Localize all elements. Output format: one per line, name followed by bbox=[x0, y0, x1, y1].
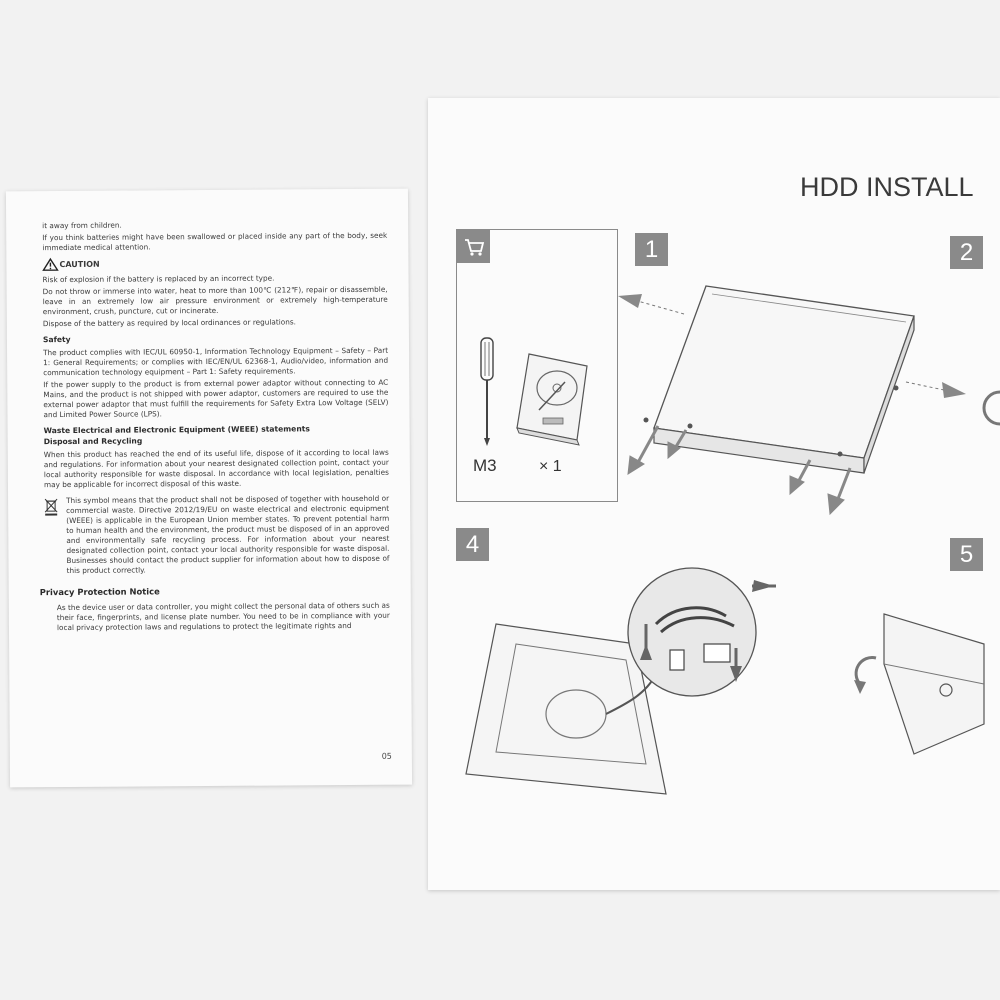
caution-heading bbox=[42, 256, 387, 271]
safety-item: If the power supply to the product is from external power adaptor without connecting to AC Mains, and the product is not shipped with power adaptor, customers are required to use the external power adaptor that must fulfill the requirements for Safety Extra Low Voltage (SELV) and Limited Power Source (LPS). bbox=[43, 377, 389, 420]
cart-icon-glyph bbox=[457, 230, 490, 263]
caution-item: Risk of explosion if the battery is replaced by an incorrect type. bbox=[42, 273, 275, 285]
screwdriver-icon bbox=[473, 338, 503, 448]
rotate-arrow-icon bbox=[984, 388, 1000, 428]
disposal-heading: Disposal and Recycling bbox=[43, 436, 143, 447]
warning-triangle-icon bbox=[42, 258, 58, 271]
step-badge-2: 2 bbox=[950, 236, 983, 269]
safety-item: The product complies with IEC/UL 60950-1, Information Technology Equipment – Safety – Part 1: General Requirements; or complies with IEC/EN/UL 62368-1, Audio/video, information and communication technology equipment – Part 1: Safety requirements. bbox=[43, 345, 389, 378]
caution-title: CAUTION bbox=[59, 259, 100, 269]
privacy-heading: Privacy Protection Notice bbox=[39, 586, 160, 598]
screw-size-label: M3 bbox=[473, 456, 497, 475]
step-badge-1: 1 bbox=[635, 233, 668, 266]
left-manual-page bbox=[6, 189, 412, 788]
intro-line: it away from children. bbox=[42, 220, 122, 231]
hard-drive-icon bbox=[509, 348, 599, 448]
step-badge-4: 4 bbox=[456, 528, 489, 561]
step5-chassis-illustration bbox=[854, 604, 984, 754]
caution-item: Dispose of the battery as required by local ordinances or regulations. bbox=[42, 317, 297, 329]
weee-statement bbox=[44, 494, 390, 578]
intro-line: If you think batteries might have been swallowed or placed inside any part of the body, seek immediate medical attention. bbox=[42, 230, 388, 253]
crossed-bin-icon bbox=[44, 498, 58, 516]
page-title: HDD INSTALL bbox=[800, 172, 974, 202]
parts-box bbox=[456, 229, 618, 502]
weee-symbol-text: This symbol means that the product shall not be disposed of together with household or commercial waste. Directive 2012/19/EU on waste electrical and electronic equipment (WEEE) is applicable in the European Union member states. To prevent potential harm to human health and the environment, the product must be disposed of in an approved and environmentally safe recycling process. For information about your nearest designated collection point, contact your local authority responsible for waste disposal. Businesses should contact the product supplier for information about how to dispose of this product correctly. bbox=[66, 493, 390, 575]
step4-cable-illustration bbox=[456, 564, 776, 804]
step1-device-illustration bbox=[614, 278, 974, 538]
safety-heading: Safety bbox=[42, 334, 71, 345]
disposal-text: When this product has reached the end of its useful life, dispose of it according to local laws and regulations. For information about your nearest designated collection point, contact your local authority responsible for waste disposal. In accordance with local legislation, penalties may be applicable for incorrect disposal of this waste. bbox=[43, 447, 389, 490]
caution-item: Do not throw or immerse into water, heat to more than 100℃ (212℉), repair or disassemble, leave in an extremely low air pressure environment or extremely high-temperature environment, crush, puncture, cut or incinerate. bbox=[42, 284, 388, 317]
hdd-install-page bbox=[428, 98, 1000, 890]
privacy-text: As the device user or data controller, you might collect the personal data of others such as their face, fingerprints, and license plate number. You need to be in compliance with your local privacy protection laws and regulations to protect the legitimate rights and bbox=[56, 600, 390, 633]
weee-heading: Waste Electrical and Electronic Equipment (WEEE) statements bbox=[43, 424, 310, 436]
left-page-text bbox=[39, 219, 390, 635]
step-badge-5: 5 bbox=[950, 538, 983, 571]
page-number: 05 bbox=[381, 751, 392, 761]
cart-icon bbox=[457, 230, 490, 263]
quantity-label: × 1 bbox=[539, 458, 562, 475]
